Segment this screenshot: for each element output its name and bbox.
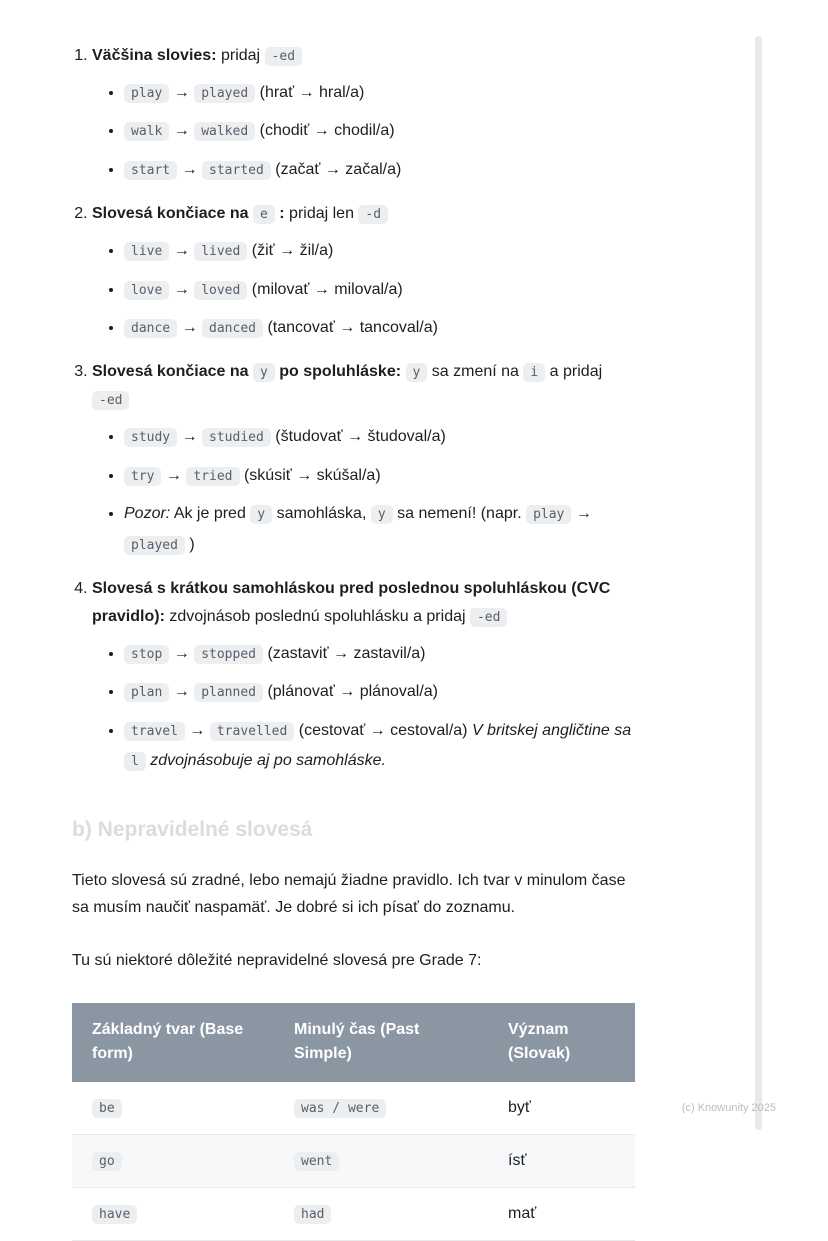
text-segment: pridaj: [216, 47, 265, 64]
text-segment: Slovesá končiace na: [92, 363, 249, 381]
table-cell: [488, 1188, 635, 1241]
code-chip: l: [124, 752, 146, 771]
table-header-row: [72, 1003, 635, 1083]
text-segment: →: [184, 721, 210, 739]
irregular-verbs-table: [72, 1003, 635, 1241]
example-item: [124, 716, 640, 777]
code-chip: tried: [186, 467, 239, 486]
code-chip: lived: [194, 242, 247, 261]
table-cell: [274, 1082, 488, 1135]
table-head: [72, 1003, 635, 1083]
rule-item: [92, 42, 640, 185]
example-item: [124, 461, 640, 491]
code-chip: planned: [194, 683, 263, 702]
code-chip: love: [124, 281, 169, 300]
text-segment: →: [571, 505, 592, 523]
text-segment: →: [169, 280, 195, 298]
code-chip: y: [250, 505, 272, 524]
table-cell: [72, 1188, 274, 1241]
table-body: [72, 1082, 635, 1241]
text-segment: (študovať → študoval/a): [270, 428, 446, 446]
text-segment: →: [169, 122, 195, 140]
code-chip: play: [124, 84, 169, 103]
code-chip: loved: [194, 281, 247, 300]
example-item: [124, 78, 640, 108]
text-segment: [401, 363, 405, 380]
table-cell: [488, 1082, 635, 1135]
rule-heading: [92, 42, 640, 70]
example-item: [124, 236, 640, 266]
text-segment: Ak je pred: [170, 505, 251, 523]
text-segment: byť: [508, 1099, 531, 1117]
code-chip: start: [124, 161, 177, 180]
text-segment: mať: [508, 1205, 537, 1223]
rule-examples: [92, 236, 640, 343]
code-chip: y: [406, 363, 428, 382]
text-segment: →: [169, 242, 195, 260]
rules-list: [72, 42, 640, 776]
rule-item: [92, 200, 640, 343]
text-segment: Väčšina slovies:: [92, 47, 217, 64]
code-chip: started: [202, 161, 271, 180]
table-cell: [274, 1188, 488, 1241]
code-chip: stopped: [194, 645, 263, 664]
text-segment: (skúsiť → skúšal/a): [239, 466, 381, 484]
table-cell: [72, 1135, 274, 1188]
text-segment: sa zmení na: [427, 363, 524, 381]
example-item: [124, 422, 640, 452]
text-segment: (hrať → hral/a): [255, 84, 365, 101]
text-segment: →: [169, 644, 195, 662]
text-segment: (cestovať → cestoval/a): [294, 721, 472, 739]
text-segment: Slovesá končiace na: [92, 205, 249, 223]
table-header-cell: Minulý čas (Past Simple): [274, 1003, 488, 1083]
code-chip: played: [194, 84, 255, 103]
text-segment: po spoluhláske:: [274, 363, 402, 381]
text-segment: (začať → začal/a): [270, 160, 402, 178]
table-cell: [274, 1135, 488, 1188]
text-segment: →: [169, 683, 195, 701]
text-segment: →: [177, 160, 203, 178]
rule-examples: [92, 422, 640, 560]
table-header-cell: Význam (Slovak): [488, 1003, 635, 1083]
text-segment: zdvojnásobuje aj po samohláske.: [145, 752, 386, 770]
text-segment: →: [177, 428, 203, 446]
text-segment: samohláska,: [272, 505, 371, 523]
code-chip: study: [124, 428, 177, 447]
text-segment: Slovesá s krátkou samohláskou pred poslednou spoluhláskou (CVC pravidlo):: [92, 579, 611, 625]
code-chip: walked: [194, 122, 255, 141]
text-segment: →: [161, 466, 187, 484]
code-chip: -ed: [92, 391, 129, 410]
text-segment: (zastaviť → zastavil/a): [263, 644, 426, 662]
text-segment: Pozor:: [124, 505, 171, 523]
code-chip: walk: [124, 122, 169, 141]
code-chip: y: [371, 505, 393, 524]
text-segment: (plánovať → plánoval/a): [263, 683, 438, 701]
rule-heading: [92, 358, 640, 414]
example-item: [124, 155, 640, 185]
code-chip: danced: [202, 319, 263, 338]
rule-examples: [92, 78, 640, 185]
code-chip: try: [124, 467, 161, 486]
text-segment: sa nemení! (napr.: [392, 505, 527, 523]
rule-examples: [92, 639, 640, 777]
table-cell: [488, 1135, 635, 1188]
text-segment: (tancovať → tancoval/a): [263, 318, 438, 336]
code-chip: travelled: [210, 722, 294, 741]
code-chip: live: [124, 242, 169, 261]
text-segment: ísť: [508, 1152, 527, 1170]
code-chip: -ed: [470, 608, 507, 627]
code-chip: go: [92, 1152, 122, 1171]
section-heading-irregular-verbs: b) Nepravidelné slovesá: [72, 818, 313, 842]
code-chip: i: [523, 363, 545, 382]
table-header-cell: Základný tvar (Base form): [72, 1003, 274, 1083]
code-chip: had: [294, 1205, 331, 1224]
text-segment: (chodiť → chodil/a): [255, 122, 395, 140]
code-chip: have: [92, 1205, 137, 1224]
example-item: [124, 313, 640, 343]
code-chip: plan: [124, 683, 169, 702]
example-item: [124, 116, 640, 146]
example-item: [124, 499, 640, 560]
text-segment: (žiť → žil/a): [247, 242, 334, 260]
text-segment: →: [169, 84, 195, 101]
text-segment: →: [177, 318, 203, 336]
paragraph-irregular-intro: Tieto slovesá sú zradné, lebo nemajú žiadne pravidlo. Ich tvar v minulom čase sa musím naučiť naspamäť. Je dobré si ich písať do zoznamu.: [72, 872, 626, 916]
table-row: [72, 1135, 635, 1188]
code-chip: e: [253, 205, 275, 224]
table-row: [72, 1188, 635, 1241]
code-chip: played: [124, 536, 185, 555]
code-chip: -d: [358, 205, 388, 224]
paragraph-table-intro: Tu sú niektoré dôležité nepravidelné slovesá pre Grade 7:: [72, 952, 482, 970]
text-segment: :: [274, 205, 285, 223]
rule-item: [92, 358, 640, 560]
code-chip: studied: [202, 428, 271, 447]
table-row: [72, 1082, 635, 1135]
code-chip: dance: [124, 319, 177, 338]
code-chip: travel: [124, 722, 185, 741]
example-item: [124, 639, 640, 669]
rule-heading: [92, 200, 640, 228]
text-segment: ): [184, 535, 195, 553]
rule-item: [92, 575, 640, 777]
text-segment: (milovať → miloval/a): [247, 280, 403, 298]
text-segment: a pridaj: [545, 363, 603, 381]
text-segment: V britskej angličtine sa: [471, 721, 632, 739]
watermark: (c) Knowunity 2025: [681, 1102, 776, 1114]
example-item: [124, 677, 640, 707]
rule-heading: [92, 575, 640, 631]
code-chip: went: [294, 1152, 339, 1171]
text-segment: pridaj len: [284, 205, 359, 223]
code-chip: -ed: [265, 47, 302, 66]
example-item: [124, 275, 640, 305]
code-chip: play: [526, 505, 571, 524]
code-chip: be: [92, 1099, 122, 1118]
table-cell: [72, 1082, 274, 1135]
scrollbar-track[interactable]: [755, 36, 762, 1130]
code-chip: stop: [124, 645, 169, 664]
code-chip: y: [253, 363, 275, 382]
code-chip: was / were: [294, 1099, 386, 1118]
text-segment: zdvojnásob poslednú spoluhlásku a pridaj: [164, 607, 470, 625]
